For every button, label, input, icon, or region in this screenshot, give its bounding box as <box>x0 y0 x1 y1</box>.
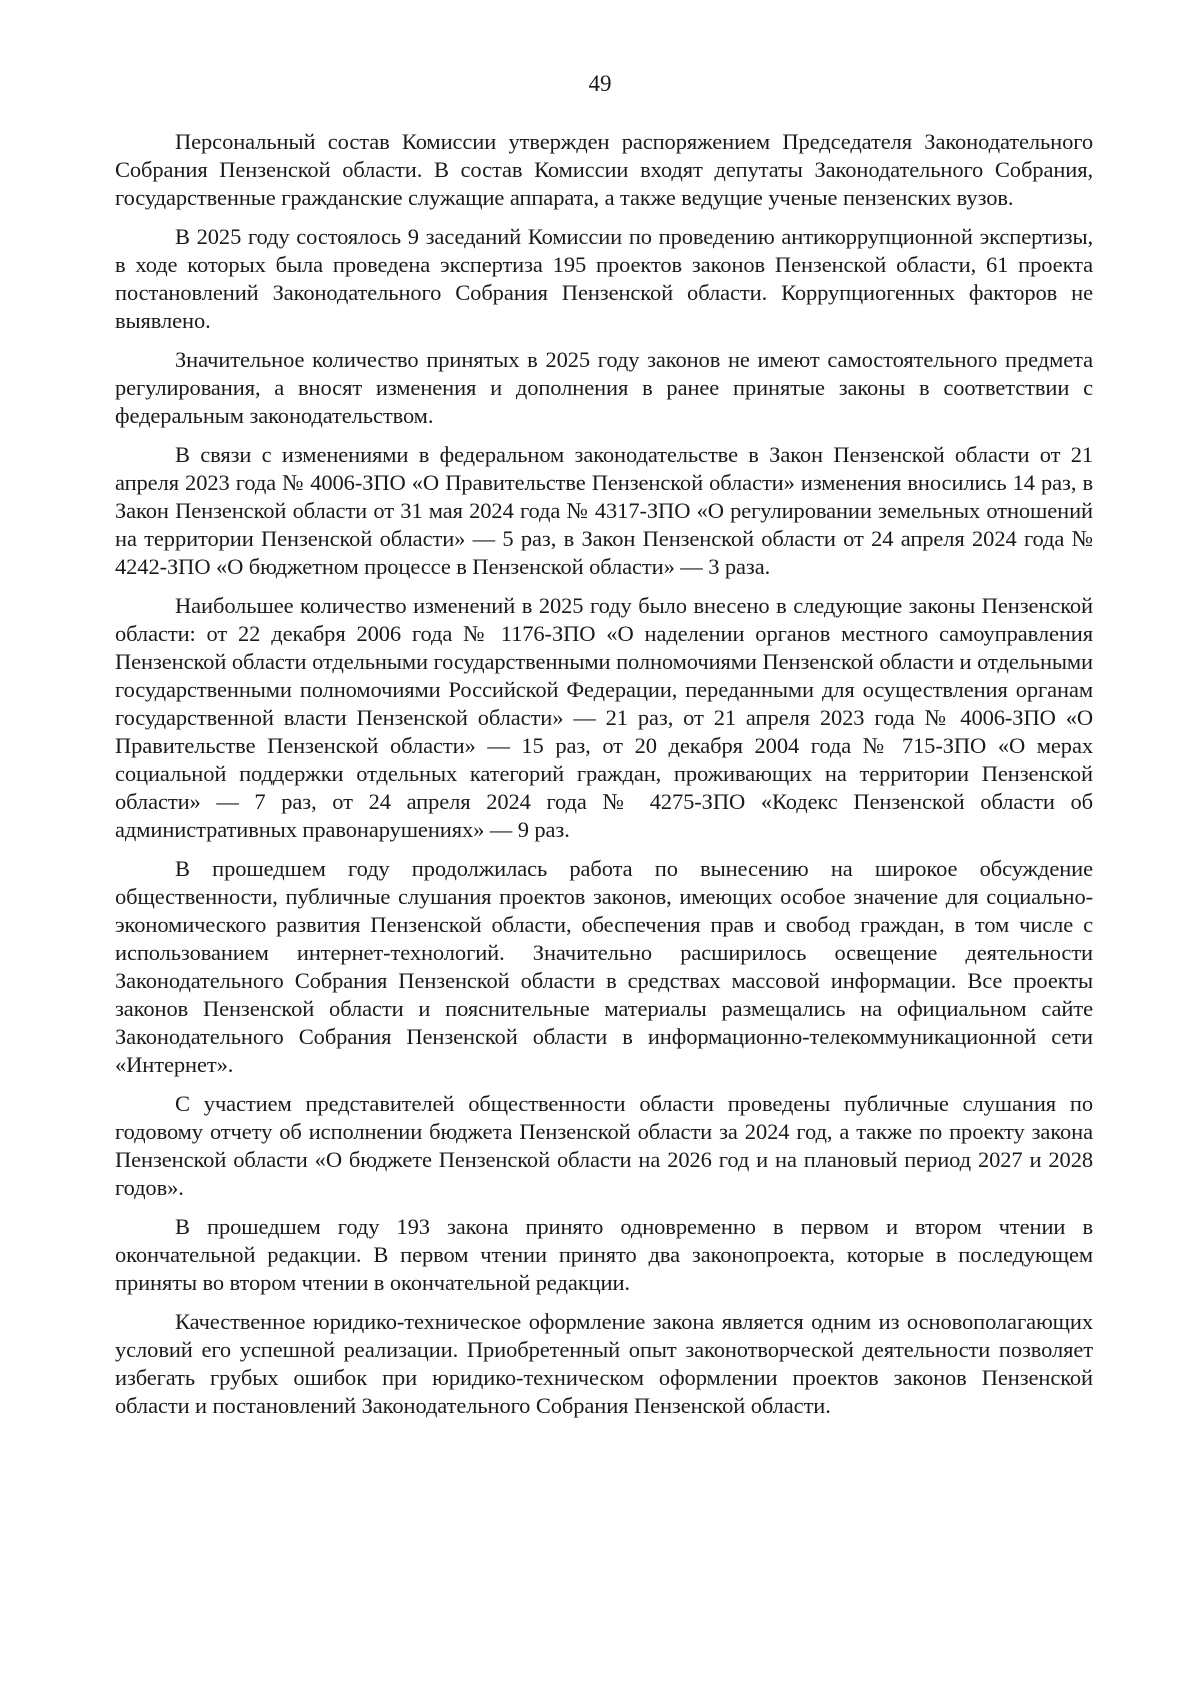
paragraph-readings: В прошедшем году 193 закона принято одновременно в первом и втором чтении в окончательной редакции. В первом чтении принято два законопроекта, которые в последующем приняты во втором чтении в окончательной редакции. <box>115 1214 1093 1295</box>
paragraph-amending-laws: Значительное количество принятых в 2025 году законов не имеют самостоятельного предмета регулирования, а вносят изменения и дополнения в ранее принятые законы в соответствии с федеральным законодательством. <box>115 347 1093 428</box>
paragraph-most-amended-laws: Наибольшее количество изменений в 2025 году было внесено в следующие законы Пензенской области: от 22 декабря 2006 года № 1176-ЗПО «О наделении органов местного самоуправления Пензенской области отдельными государственными полномочиями Пензенской области и отдельными государственными полномочиями Российской Федерации, переданными для осуществления органам государственной власти Пензенской области» — 21 раз, от 21 апреля 2023 года № 4006-ЗПО «О Правительстве Пензенской области» — 15 раз, от 20 декабря 2004 года № 715-ЗПО «О мерах социальной поддержки отдельных категорий граждан, проживающих на территории Пензенской области» — 7 раз, от 24 апреля 2024 года № 4275-ЗПО «Кодекс Пензенской области об административных правонарушениях» — 9 раз. <box>115 593 1093 842</box>
paragraph-legal-technical: Качественное юридико-техническое оформление закона является одним из основополагающих условий его успешной реализации. Приобретенный опыт законотворческой деятельности позволяет избегать грубых ошибок при юридико-техническом оформлении проектов законов Пензенской области и постановлений Законодательного Собрания Пензенской области. <box>115 1309 1093 1418</box>
paragraph-anticorruption-expertise: В 2025 году состоялось 9 заседаний Комиссии по проведению антикоррупционной экспертизы, в ходе которых была проведена экспертиза 195 проектов законов Пензенской области, 61 проекта постановлений Законодательного Собрания Пензенской области. Коррупциогенных факторов не выявлено. <box>115 224 1093 333</box>
page-number: 49 <box>588 71 612 96</box>
paragraph-federal-changes: В связи с изменениями в федеральном законодательстве в Закон Пензенской области от 21 апреля 2023 года № 4006-ЗПО «О Правительстве Пензенской области» изменения вносились 14 раз, в Закон Пензенской области от 31 мая 2024 года № 4317-ЗПО «О регулировании земельных отношений на территории Пензенской области» — 5 раз, в Закон Пензенской области от 24 апреля 2024 года № 4242-ЗПО «О бюджетном процессе в Пензенской области» — 3 раза. <box>115 442 1093 579</box>
paragraph-commission-composition: Персональный состав Комиссии утвержден распоряжением Председателя Законодательного Собрания Пензенской области. В состав Комиссии входят депутаты Законодательного Собрания, государственные гражданские служащие аппарата, а также ведущие ученые пензенских вузов. <box>115 129 1093 210</box>
paragraph-public-discussion: В прошедшем году продолжилась работа по вынесению на широкое обсуждение общественности, публичные слушания проектов законов, имеющих особое значение для социально-экономического развития Пензенской области, обеспечения прав и свобод граждан, в том числе с использованием интернет-технологий. Значительно расширилось освещение деятельности Законодательного Собрания Пензенской области в средствах массовой информации. Все проекты законов Пензенской области и пояснительные материалы размещались на официальном сайте Законодательного Собрания Пензенской области в информационно-телекоммуникационной сети «Интернет». <box>115 856 1093 1077</box>
document-body <box>115 128 1093 1431</box>
paragraph-public-hearings: С участием представителей общественности области проведены публичные слушания по годовому отчету об исполнении бюджета Пензенской области за 2024 год, а также по проекту закона Пензенской области «О бюджете Пензенской области на 2026 год и на плановый период 2027 и 2028 годов». <box>115 1091 1093 1200</box>
